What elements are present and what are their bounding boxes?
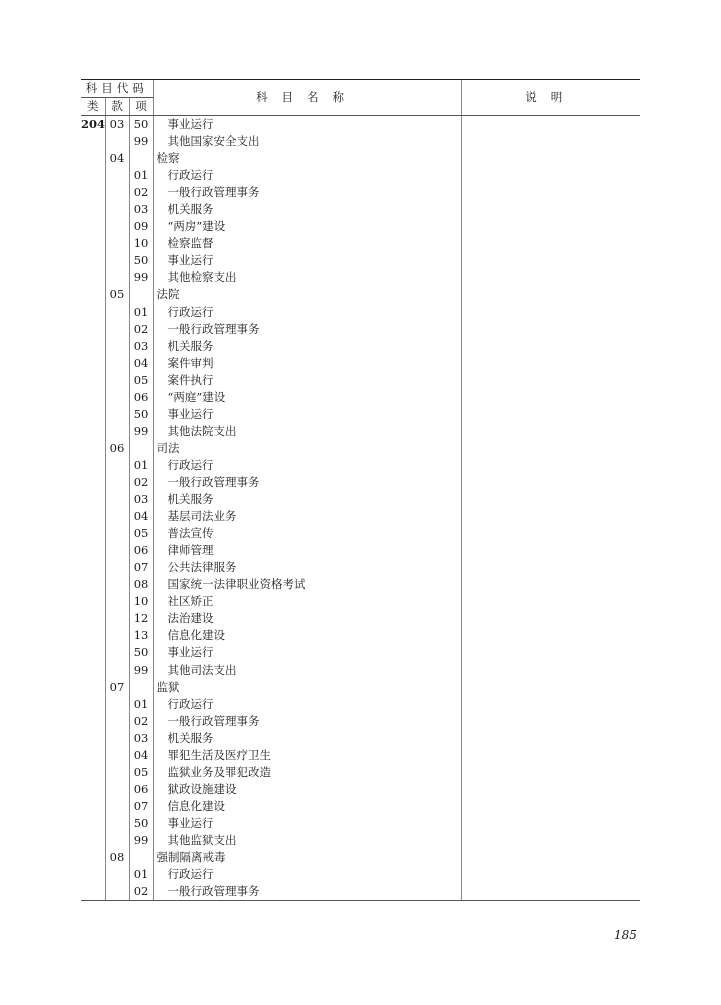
cell-subject-name: 事业运行: [153, 252, 461, 269]
cell-lei: [81, 644, 105, 661]
cell-kuan: [105, 201, 129, 218]
cell-description: [461, 423, 640, 440]
cell-subject-name: 检察: [153, 150, 461, 167]
cell-subject-name: 一般行政管理事务: [153, 713, 461, 730]
table-row: [81, 406, 640, 423]
cell-kuan: [105, 491, 129, 508]
cell-subject-name: 检察监督: [153, 235, 461, 252]
table-row: [81, 883, 640, 901]
cell-lei: [81, 150, 105, 167]
cell-kuan: [105, 866, 129, 883]
table-row: [81, 559, 640, 576]
cell-description: [461, 883, 640, 901]
cell-lei: [81, 883, 105, 901]
cell-subject-name: 案件审判: [153, 355, 461, 372]
table-row: [81, 849, 640, 866]
cell-xiang: 04: [129, 508, 153, 525]
cell-lei: [81, 576, 105, 593]
cell-lei: [81, 184, 105, 201]
cell-xiang: [129, 286, 153, 303]
table-row: [81, 167, 640, 184]
cell-lei: [81, 474, 105, 491]
cell-kuan: [105, 542, 129, 559]
cell-description: [461, 781, 640, 798]
cell-lei: [81, 167, 105, 184]
cell-description: [461, 866, 640, 883]
cell-xiang: 13: [129, 627, 153, 644]
cell-lei: [81, 849, 105, 866]
cell-subject-name: 监狱: [153, 679, 461, 696]
cell-lei: [81, 372, 105, 389]
cell-kuan: [105, 508, 129, 525]
cell-description: [461, 798, 640, 815]
cell-lei: [81, 286, 105, 303]
table-row: [81, 747, 640, 764]
cell-description: [461, 764, 640, 781]
cell-kuan: [105, 610, 129, 627]
cell-subject-name: 事业运行: [153, 644, 461, 661]
cell-lei: [81, 252, 105, 269]
cell-lei: [81, 218, 105, 235]
cell-xiang: [129, 849, 153, 866]
cell-description: [461, 644, 640, 661]
cell-lei: [81, 730, 105, 747]
cell-xiang: 04: [129, 747, 153, 764]
header-description: 说明: [461, 80, 640, 116]
cell-xiang: 08: [129, 576, 153, 593]
cell-lei: [81, 610, 105, 627]
cell-subject-name: 一般行政管理事务: [153, 184, 461, 201]
table-row: [81, 576, 640, 593]
cell-description: [461, 406, 640, 423]
table-row: [81, 662, 640, 679]
cell-description: [461, 338, 640, 355]
cell-lei: [81, 269, 105, 286]
cell-lei: [81, 508, 105, 525]
cell-xiang: 50: [129, 252, 153, 269]
table-row: [81, 730, 640, 747]
cell-lei: [81, 798, 105, 815]
cell-xiang: 50: [129, 815, 153, 832]
cell-subject-name: 其他法院支出: [153, 423, 461, 440]
cell-lei: [81, 304, 105, 321]
cell-kuan: [105, 747, 129, 764]
cell-lei: [81, 321, 105, 338]
cell-xiang: 50: [129, 116, 153, 134]
table-row: [81, 116, 640, 134]
table-row: [81, 627, 640, 644]
cell-xiang: 06: [129, 542, 153, 559]
cell-kuan: [105, 252, 129, 269]
cell-xiang: 03: [129, 338, 153, 355]
cell-lei: [81, 542, 105, 559]
cell-lei: [81, 815, 105, 832]
cell-lei: [81, 133, 105, 150]
cell-kuan: [105, 338, 129, 355]
cell-subject-name: 法治建设: [153, 610, 461, 627]
cell-xiang: 02: [129, 321, 153, 338]
cell-description: [461, 150, 640, 167]
budget-subject-table: [81, 79, 640, 901]
cell-description: [461, 576, 640, 593]
cell-description: [461, 474, 640, 491]
cell-lei: [81, 525, 105, 542]
cell-xiang: 09: [129, 218, 153, 235]
cell-xiang: 01: [129, 696, 153, 713]
cell-kuan: 08: [105, 849, 129, 866]
cell-kuan: 03: [105, 116, 129, 134]
cell-description: [461, 491, 640, 508]
cell-subject-name: 信息化建设: [153, 798, 461, 815]
cell-xiang: 02: [129, 184, 153, 201]
cell-lei: 204: [81, 117, 105, 131]
header-subject-name: 科目名称: [153, 80, 461, 116]
table-row: [81, 235, 640, 252]
cell-lei: [81, 491, 105, 508]
table-row: [81, 304, 640, 321]
table-row: [81, 593, 640, 610]
cell-subject-name: 一般行政管理事务: [153, 883, 461, 901]
cell-subject-name: 事业运行: [153, 406, 461, 423]
cell-description: [461, 559, 640, 576]
cell-subject-name: 其他监狱支出: [153, 832, 461, 849]
cell-subject-name: 行政运行: [153, 167, 461, 184]
cell-subject-name: 司法: [153, 440, 461, 457]
cell-xiang: 12: [129, 610, 153, 627]
table-row: [81, 338, 640, 355]
cell-lei: [81, 832, 105, 849]
table-row: [81, 440, 640, 457]
cell-xiang: 99: [129, 269, 153, 286]
cell-description: [461, 304, 640, 321]
table-row: [81, 644, 640, 661]
cell-lei: [81, 593, 105, 610]
cell-subject-name: 社区矫正: [153, 593, 461, 610]
cell-lei: [81, 423, 105, 440]
table-header: [81, 80, 640, 116]
cell-description: [461, 269, 640, 286]
cell-subject-name: 行政运行: [153, 304, 461, 321]
table-row: [81, 218, 640, 235]
table-row: [81, 252, 640, 269]
cell-lei: [81, 662, 105, 679]
cell-xiang: 03: [129, 491, 153, 508]
cell-xiang: 06: [129, 781, 153, 798]
cell-subject-name: 其他检察支出: [153, 269, 461, 286]
cell-subject-name: 机关服务: [153, 201, 461, 218]
cell-subject-name: 机关服务: [153, 730, 461, 747]
cell-description: [461, 713, 640, 730]
cell-kuan: [105, 184, 129, 201]
cell-kuan: [105, 474, 129, 491]
cell-kuan: [105, 423, 129, 440]
cell-description: [461, 167, 640, 184]
cell-kuan: [105, 798, 129, 815]
table-row: [81, 491, 640, 508]
cell-subject-name: “两房”建设: [153, 218, 461, 235]
cell-description: [461, 389, 640, 406]
cell-subject-name: 监狱业务及罪犯改造: [153, 764, 461, 781]
cell-subject-name: 一般行政管理事务: [153, 474, 461, 491]
table-row: [81, 372, 640, 389]
cell-description: [461, 286, 640, 303]
cell-xiang: 50: [129, 406, 153, 423]
cell-description: [461, 542, 640, 559]
cell-xiang: [129, 150, 153, 167]
table-row: [81, 832, 640, 849]
cell-subject-name: 基层司法业务: [153, 508, 461, 525]
cell-subject-name: 普法宣传: [153, 525, 461, 542]
cell-description: [461, 184, 640, 201]
cell-xiang: 03: [129, 730, 153, 747]
table-row: [81, 150, 640, 167]
cell-lei: [81, 713, 105, 730]
cell-subject-name: 罪犯生活及医疗卫生: [153, 747, 461, 764]
cell-subject-name: 国家统一法律职业资格考试: [153, 576, 461, 593]
table-row: [81, 133, 640, 150]
cell-kuan: [105, 133, 129, 150]
table-row: [81, 457, 640, 474]
cell-xiang: 10: [129, 235, 153, 252]
cell-description: [461, 610, 640, 627]
cell-description: [461, 662, 640, 679]
cell-xiang: 02: [129, 474, 153, 491]
cell-lei: [81, 338, 105, 355]
cell-subject-name: 案件执行: [153, 372, 461, 389]
cell-xiang: 10: [129, 593, 153, 610]
cell-lei: [81, 627, 105, 644]
cell-kuan: [105, 525, 129, 542]
cell-kuan: [105, 218, 129, 235]
table-row: [81, 423, 640, 440]
table-row: [81, 764, 640, 781]
cell-kuan: [105, 406, 129, 423]
table-row: [81, 866, 640, 883]
table-row: [81, 269, 640, 286]
cell-xiang: 05: [129, 764, 153, 781]
cell-subject-name: 律师管理: [153, 542, 461, 559]
cell-kuan: [105, 644, 129, 661]
cell-subject-name: 信息化建设: [153, 627, 461, 644]
cell-kuan: [105, 696, 129, 713]
cell-xiang: 07: [129, 559, 153, 576]
header-subject-code: 科目代码: [81, 80, 153, 98]
cell-subject-name: 法院: [153, 286, 461, 303]
header-lei: 类: [81, 98, 105, 116]
cell-xiang: 04: [129, 355, 153, 372]
cell-description: [461, 747, 640, 764]
cell-kuan: 06: [105, 440, 129, 457]
cell-subject-name: 强制隔离戒毒: [153, 849, 461, 866]
cell-description: [461, 849, 640, 866]
cell-xiang: [129, 440, 153, 457]
table-row: [81, 713, 640, 730]
cell-subject-name: 公共法律服务: [153, 559, 461, 576]
cell-subject-name: 其他司法支出: [153, 662, 461, 679]
cell-kuan: [105, 815, 129, 832]
cell-lei: [81, 764, 105, 781]
cell-xiang: 06: [129, 389, 153, 406]
cell-description: [461, 372, 640, 389]
table-row: [81, 542, 640, 559]
table-row: [81, 610, 640, 627]
cell-kuan: [105, 730, 129, 747]
cell-xiang: 05: [129, 525, 153, 542]
cell-kuan: [105, 713, 129, 730]
table-row: [81, 201, 640, 218]
cell-xiang: 07: [129, 798, 153, 815]
cell-description: [461, 696, 640, 713]
cell-kuan: [105, 559, 129, 576]
cell-description: [461, 815, 640, 832]
cell-kuan: [105, 832, 129, 849]
cell-lei: [81, 781, 105, 798]
table-row: [81, 508, 640, 525]
cell-kuan: [105, 389, 129, 406]
cell-description: [461, 321, 640, 338]
cell-description: [461, 457, 640, 474]
cell-subject-name: 事业运行: [153, 116, 461, 134]
cell-kuan: [105, 235, 129, 252]
cell-lei: [81, 355, 105, 372]
table-row: [81, 184, 640, 201]
cell-description: [461, 679, 640, 696]
cell-description: [461, 730, 640, 747]
cell-kuan: [105, 764, 129, 781]
cell-lei: [81, 235, 105, 252]
cell-xiang: 99: [129, 832, 153, 849]
table-row: [81, 679, 640, 696]
cell-xiang: 50: [129, 644, 153, 661]
table-row: [81, 286, 640, 303]
cell-description: [461, 201, 640, 218]
cell-xiang: 01: [129, 304, 153, 321]
cell-subject-name: 一般行政管理事务: [153, 321, 461, 338]
cell-description: [461, 832, 640, 849]
table-row: [81, 355, 640, 372]
table-row: [81, 798, 640, 815]
table-body: [81, 116, 640, 901]
table-row: [81, 389, 640, 406]
cell-subject-name: 事业运行: [153, 815, 461, 832]
cell-xiang: 01: [129, 866, 153, 883]
cell-subject-name: 机关服务: [153, 491, 461, 508]
cell-kuan: [105, 627, 129, 644]
cell-kuan: [105, 662, 129, 679]
cell-description: [461, 627, 640, 644]
cell-subject-name: 其他国家安全支出: [153, 133, 461, 150]
cell-subject-name: “两庭”建设: [153, 389, 461, 406]
cell-kuan: [105, 304, 129, 321]
cell-description: [461, 252, 640, 269]
cell-kuan: 04: [105, 150, 129, 167]
cell-kuan: [105, 372, 129, 389]
cell-description: [461, 133, 640, 150]
cell-kuan: [105, 269, 129, 286]
cell-kuan: [105, 781, 129, 798]
cell-description: [461, 593, 640, 610]
cell-description: [461, 235, 640, 252]
budget-subject-table-container: [81, 79, 640, 901]
cell-subject-name: 行政运行: [153, 457, 461, 474]
cell-subject-name: 行政运行: [153, 696, 461, 713]
cell-description: [461, 218, 640, 235]
cell-kuan: 07: [105, 679, 129, 696]
cell-subject-name: 行政运行: [153, 866, 461, 883]
cell-lei: [81, 679, 105, 696]
table-row: [81, 474, 640, 491]
cell-description: [461, 508, 640, 525]
table-row: [81, 781, 640, 798]
table-row: [81, 525, 640, 542]
cell-xiang: 99: [129, 423, 153, 440]
cell-kuan: [105, 457, 129, 474]
cell-kuan: [105, 355, 129, 372]
cell-xiang: 02: [129, 713, 153, 730]
cell-xiang: 01: [129, 167, 153, 184]
cell-lei: [81, 747, 105, 764]
cell-description: [461, 355, 640, 372]
cell-lei: [81, 559, 105, 576]
cell-lei: [81, 201, 105, 218]
cell-subject-name: 狱政设施建设: [153, 781, 461, 798]
cell-xiang: 99: [129, 662, 153, 679]
table-row: [81, 696, 640, 713]
cell-lei: [81, 457, 105, 474]
cell-xiang: 05: [129, 372, 153, 389]
cell-xiang: 03: [129, 201, 153, 218]
cell-kuan: [105, 576, 129, 593]
cell-kuan: [105, 593, 129, 610]
cell-lei: [81, 866, 105, 883]
header-kuan: 款: [105, 98, 129, 116]
cell-lei: [81, 406, 105, 423]
cell-description: [461, 440, 640, 457]
table-row: [81, 321, 640, 338]
cell-lei: [81, 440, 105, 457]
table-row: [81, 815, 640, 832]
cell-kuan: 05: [105, 286, 129, 303]
cell-kuan: [105, 883, 129, 901]
cell-kuan: [105, 167, 129, 184]
cell-description: [461, 525, 640, 542]
cell-description: [461, 116, 640, 134]
cell-xiang: 02: [129, 883, 153, 901]
cell-kuan: [105, 321, 129, 338]
cell-xiang: 01: [129, 457, 153, 474]
cell-xiang: [129, 679, 153, 696]
cell-subject-name: 机关服务: [153, 338, 461, 355]
page-number: 185: [614, 928, 637, 942]
cell-lei: [81, 389, 105, 406]
header-xiang: 项: [129, 98, 153, 116]
cell-lei: [81, 696, 105, 713]
cell-xiang: 99: [129, 133, 153, 150]
